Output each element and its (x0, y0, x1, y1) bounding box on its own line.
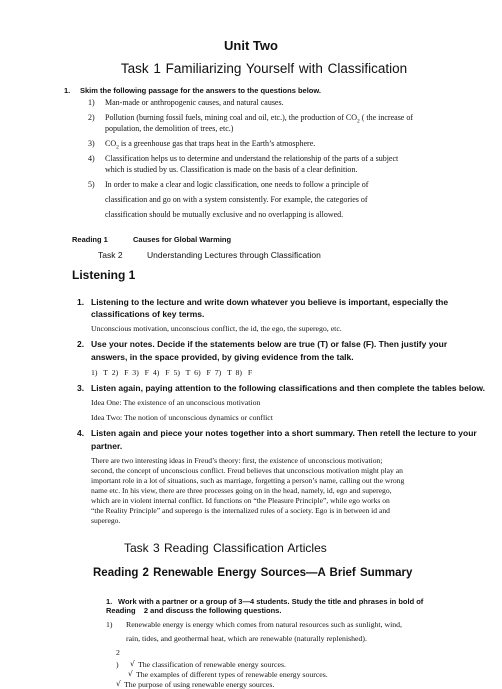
task1-question-text: Skim the following passage for the answers to the questions below. (80, 86, 322, 95)
check-item-text: The purpose of using renewable energy sources. (124, 680, 275, 689)
check-mark-icon: √ (116, 679, 121, 688)
check-mark-icon: √ (128, 669, 133, 678)
answer-text-continued: classification and go on with a system consistently. For example, the categories of (105, 195, 368, 204)
item-number: 3. (77, 383, 85, 393)
unit-title: Unit Two (224, 38, 278, 53)
answer-number: 2) (88, 113, 95, 122)
answer-text-continued: which is studied by us. Classification is made on the basis of a clear definition. (105, 165, 358, 174)
task1-question-number: 1. (64, 86, 71, 95)
summary-line: which are in violent internal conflict. Id functions on “the Pleasure Principle”, while ego works on (91, 496, 390, 505)
item-text: Use your notes. Decide if the statements below are true (T) or false (F). Then justify your (91, 339, 448, 349)
item-number: 2. (77, 339, 85, 349)
reading2-answer-text-continued: rain, tides, and geothermal heat, which are renewable (naturally replenished). (126, 634, 367, 643)
reading2-answer-paren: ) (116, 660, 119, 669)
answer-number: 5) (88, 180, 95, 189)
answer-number: 3) (88, 139, 95, 148)
item-text: Listening to the lecture and write down whatever you believe is important, especially the (91, 297, 449, 307)
task3-title: Task 3 Reading Classification Articles (124, 541, 327, 555)
item-text: Listen again and piece your notes together into a short summary. Then retell the lecture to your (91, 428, 477, 438)
check-item-text: The examples of different types of renewable energy sources. (136, 670, 328, 679)
check-item-text: The classification of renewable energy sources. (138, 660, 286, 669)
task1-title: Task 1 Familiarizing Yourself with Classification (120, 61, 408, 76)
item-answer: Unconscious motivation, unconscious conflict, the id, the ego, the superego, etc. (91, 324, 342, 333)
summary-line: second, the concept of unconscious conflict. Freud believes that unconscious motivation might play an (91, 466, 403, 475)
answer-number: 4) (88, 154, 95, 163)
answer-text-continued: population, the demolition of trees, etc.) (105, 124, 234, 133)
item-answer: Idea One: The existence of an unconscious motivation (91, 398, 261, 407)
item-text-continued: classifications of key terms. (91, 309, 205, 319)
reading2-answer-text: Renewable energy is energy which comes from natural resources such as sunlight, wind, (126, 620, 402, 629)
reading1-title: Causes for Global Warming (133, 235, 232, 244)
summary-line: “the Reality Principle” and superego is the internalized rules of a society. Ego is in between id and (91, 506, 390, 515)
task2-label: Task 2 (98, 250, 123, 260)
item-answer: Idea Two: The notion of unconscious dynamics or conflict (91, 413, 273, 422)
task2-title: Understanding Lectures through Classification (147, 250, 321, 260)
answer-text: $CO_2$ is a greenhouse gas that traps heat in the Earth’s atmosphere. (105, 139, 316, 151)
summary-line: name etc. In his view, there are three processes going on in the head, namely, id, ego and superego, (91, 486, 392, 495)
answer-text: In order to make a clear and logic classification, one needs to follow a principle of (105, 180, 369, 189)
answer-text: Man-made or anthropogenic causes, and natural causes. (105, 98, 284, 107)
summary-line: There are two interesting ideas in Freud’s theory: first, the existence of unconscious motivation; (91, 456, 383, 465)
reading2-question-text: Work with a partner or a group of 3—4 students. Study the title and phrases in bold of (118, 597, 424, 606)
reading1-label: Reading 1 (72, 235, 108, 244)
check-mark-icon: √ (130, 659, 135, 668)
answer-text: Pollution (burning fossil fuels, mining coal and oil, etc.), the production of $CO_2$ ( the increase of (105, 113, 414, 125)
answer-text: Classification helps us to determine and understand the relationship of the parts of a subject (105, 154, 399, 163)
item-number: 1. (77, 297, 85, 307)
summary-line: superego. (91, 516, 121, 525)
summary-line: important role in a lot of situations, such as marriage, forgetting a person’s name, calling out the wrong (91, 476, 405, 485)
item-text: Listen again, paying attention to the following classifications and then complete the tables below. (91, 383, 486, 393)
item-answer: 1) T 2) F 3) F 4) F 5) T 6) F 7) T 8) F (91, 368, 253, 377)
reading2-question-text-continued: Reading 2 and discuss the following questions. (106, 606, 282, 615)
reading2-answer-number: 2 (116, 648, 120, 657)
item-text-continued: answers, in the space provided, by giving evidence from the talk. (91, 352, 354, 362)
listening1-title: Listening 1 (72, 268, 136, 282)
answer-text-continued: classification should be mutually exclusive and no overlapping is allowed. (105, 210, 344, 219)
item-number: 4. (77, 428, 85, 438)
item-text-continued: partner. (91, 441, 123, 451)
reading2-answer-number: 1) (106, 620, 113, 629)
reading2-title: Reading 2 Renewable Energy Sources—A Brief Summary (93, 567, 413, 579)
answer-number: 1) (88, 98, 95, 107)
reading2-question-number: 1. (106, 597, 113, 606)
